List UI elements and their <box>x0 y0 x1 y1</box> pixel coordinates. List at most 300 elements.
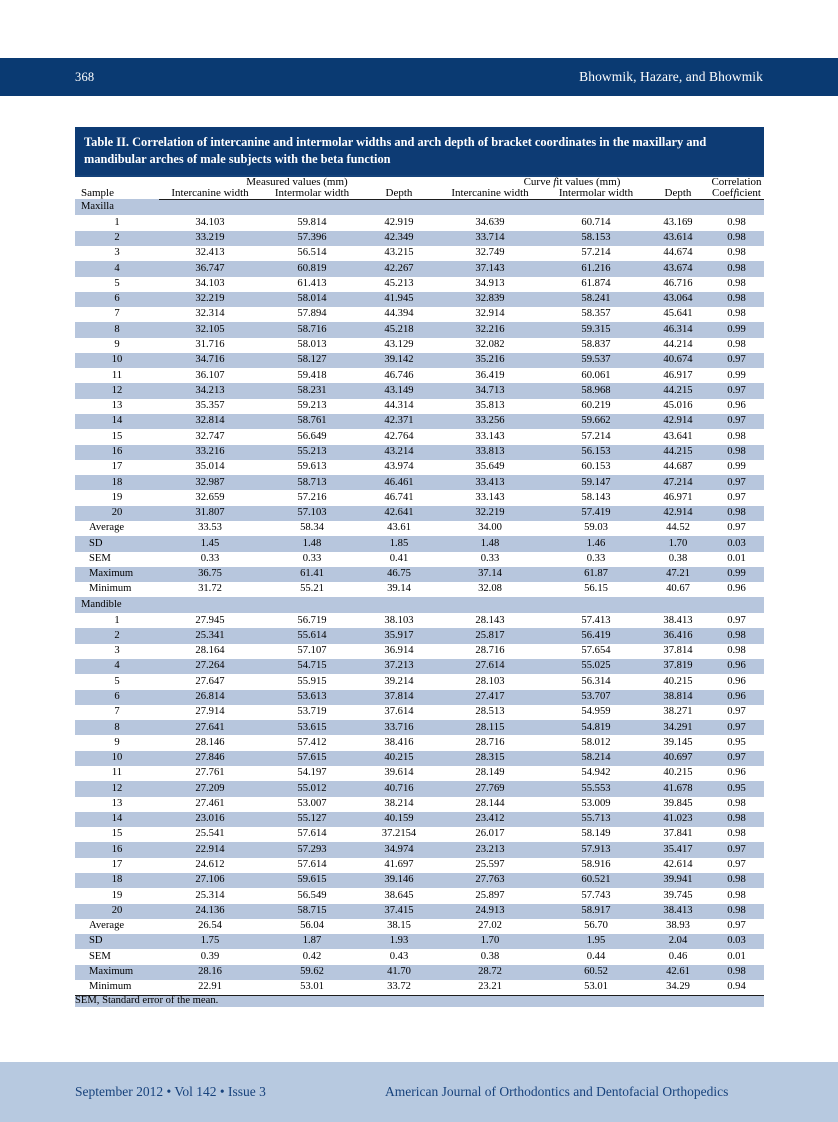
cell-measured-depth: 46.741 <box>384 491 414 503</box>
cell-correlation-coefficient: 0.95 <box>709 781 764 796</box>
cell-fit-intermolar: 56.70 <box>584 920 608 932</box>
cell-measured-depth: 42.641 <box>363 506 435 521</box>
cell-fit-intercanine: 32.08 <box>478 583 502 595</box>
cell-fit-intermolar: 56.419 <box>545 628 647 643</box>
cell-fit-intermolar: 60.521 <box>545 873 647 888</box>
table-row <box>75 383 764 398</box>
cell-measured-intermolar: 55.213 <box>261 445 363 460</box>
cell-stat-label: Average <box>89 920 125 932</box>
cell-measured-intercanine: 1.75 <box>159 934 261 949</box>
cell-measured-intermolar: 57.894 <box>297 308 327 320</box>
cell-measured-intercanine: 32.314 <box>195 308 225 320</box>
cell-fit-intermolar: 58.214 <box>545 751 647 766</box>
cell-correlation-coefficient: 0.98 <box>709 873 764 888</box>
table-row <box>75 674 764 689</box>
table-row-summary <box>75 567 764 582</box>
cell-fit-depth: 0.38 <box>668 552 688 564</box>
cell-correlation-coefficient: 0.98 <box>727 889 746 901</box>
cell-fit-depth: 40.215 <box>663 767 693 779</box>
table-row <box>75 858 764 873</box>
column-header-fit-intercanine: Intercanine width <box>435 188 545 200</box>
page-footer <box>0 1062 838 1122</box>
cell-fit-depth: 44.215 <box>647 383 709 398</box>
cell-fit-intermolar: 59.537 <box>545 353 647 368</box>
cell-correlation-coefficient: 0.01 <box>727 950 746 962</box>
cell-fit-depth: 44.215 <box>647 445 709 460</box>
cell-fit-intermolar: 59.03 <box>584 522 608 534</box>
cell-sample: 4 <box>75 261 159 276</box>
cell-correlation-coefficient: 0.98 <box>709 904 764 919</box>
cell-fit-intercanine: 28.72 <box>435 965 545 980</box>
cell-fit-intermolar: 55.713 <box>545 812 647 827</box>
cell-fit-intermolar: 55.025 <box>545 659 647 674</box>
group-header-measured: Measured values (mm) <box>246 175 348 188</box>
cell-fit-intercanine: 28.716 <box>475 645 505 657</box>
cell-fit-intercanine: 28.513 <box>475 706 505 718</box>
cell-correlation-coefficient: 0.96 <box>709 659 764 674</box>
cell-fit-depth: 40.697 <box>647 751 709 766</box>
cell-fit-intercanine: 1.70 <box>435 934 545 949</box>
cell-fit-depth: 44.674 <box>663 247 693 259</box>
cell-fit-intermolar: 61.874 <box>581 277 611 289</box>
cell-fit-intercanine: 33.143 <box>475 491 505 503</box>
cell-correlation-coefficient: 0.95 <box>727 736 746 748</box>
cell-fit-intercanine: 25.817 <box>435 628 545 643</box>
table-row-summary <box>75 552 764 567</box>
cell-fit-intermolar: 61.87 <box>545 567 647 582</box>
cell-fit-depth: 44.687 <box>663 461 693 473</box>
cell-measured-depth: 37.415 <box>363 904 435 919</box>
cell-measured-intercanine: 34.213 <box>159 383 261 398</box>
section-header-label: Mandible <box>75 597 764 613</box>
table-row <box>75 215 764 230</box>
table-block <box>75 127 764 1007</box>
cell-sample: 16 <box>75 445 159 460</box>
cell-sample: 15 <box>111 828 123 840</box>
cell-stat-label: Minimum <box>89 583 132 595</box>
table-row <box>75 460 764 475</box>
cell-fit-intermolar: 58.241 <box>545 292 647 307</box>
section-header-label: Maxilla <box>75 199 764 215</box>
cell-measured-intermolar: 55.614 <box>261 628 363 643</box>
cell-measured-intercanine: 35.357 <box>195 400 225 412</box>
cell-measured-depth: 39.146 <box>363 873 435 888</box>
cell-fit-depth: 38.814 <box>647 690 709 705</box>
cell-correlation-coefficient: 0.98 <box>727 277 746 289</box>
cell-measured-depth: 43.214 <box>363 445 435 460</box>
cell-fit-intercanine: 33.413 <box>435 475 545 490</box>
cell-fit-depth: 45.641 <box>663 308 693 320</box>
cell-measured-intercanine: 34.103 <box>195 277 225 289</box>
table-row <box>75 445 764 460</box>
cell-measured-depth: 38.103 <box>384 614 414 626</box>
cell-measured-intermolar: 58.34 <box>300 522 324 534</box>
column-header-measured-depth: Depth <box>363 188 435 200</box>
cell-correlation-coefficient: 0.98 <box>727 308 746 320</box>
cell-correlation-coefficient: 0.98 <box>709 812 764 827</box>
cell-correlation-coefficient: 0.96 <box>727 675 746 687</box>
cell-fit-depth: 37.841 <box>663 828 693 840</box>
cell-measured-intermolar: 58.014 <box>261 292 363 307</box>
cell-fit-intermolar: 56.314 <box>581 675 611 687</box>
cell-sample: 18 <box>75 475 159 490</box>
cell-measured-intercanine: 32.105 <box>159 322 261 337</box>
cell-fit-depth: 47.21 <box>647 567 709 582</box>
cell-correlation-coefficient: 0.97 <box>727 522 746 534</box>
cell-measured-intercanine: 28.16 <box>159 965 261 980</box>
cell-measured-intercanine: 27.106 <box>159 873 261 888</box>
cell-sample: 12 <box>75 383 159 398</box>
table-row <box>75 690 764 705</box>
table-row <box>75 766 764 781</box>
cell-fit-intercanine: 28.103 <box>475 675 505 687</box>
cell-fit-intermolar: 53.707 <box>545 690 647 705</box>
cell-fit-intermolar: 0.44 <box>586 950 606 962</box>
cell-fit-intercanine: 34.713 <box>435 383 545 398</box>
section-header-mandible <box>75 597 764 613</box>
cell-correlation-coefficient: 0.98 <box>709 506 764 521</box>
cell-measured-depth: 42.267 <box>363 261 435 276</box>
cell-measured-depth: 37.2154 <box>381 828 417 840</box>
cell-measured-intercanine: 32.814 <box>159 414 261 429</box>
cell-measured-intermolar: 57.216 <box>297 491 327 503</box>
cell-measured-intercanine: 32.413 <box>195 247 225 259</box>
cell-fit-intercanine: 37.143 <box>435 261 545 276</box>
table-row <box>75 399 764 414</box>
cell-measured-depth: 45.213 <box>384 277 414 289</box>
cell-measured-intercanine: 27.461 <box>195 797 225 809</box>
cell-measured-depth: 40.716 <box>363 781 435 796</box>
cell-sample: 9 <box>114 338 120 350</box>
cell-measured-intercanine: 27.264 <box>159 659 261 674</box>
cell-measured-depth: 43.129 <box>384 338 414 350</box>
cell-correlation-coefficient: 0.94 <box>727 981 746 993</box>
cell-fit-depth: 43.169 <box>663 216 693 228</box>
column-header-fit-intermolar: Intermolar width <box>545 188 647 200</box>
cell-measured-intermolar: 57.107 <box>297 645 327 657</box>
cell-measured-intercanine: 22.91 <box>198 981 222 993</box>
table-footnote-row <box>75 996 764 1007</box>
cell-correlation-coefficient: 0.97 <box>727 859 746 871</box>
cell-measured-intercanine: 27.761 <box>195 767 225 779</box>
cell-fit-depth: 43.614 <box>647 231 709 246</box>
cell-fit-intercanine: 33.143 <box>475 430 505 442</box>
cell-sample: 9 <box>114 736 120 748</box>
cell-measured-intercanine: 32.219 <box>159 292 261 307</box>
cell-measured-depth: 39.14 <box>387 583 411 595</box>
cell-correlation-coefficient: 0.96 <box>727 767 746 779</box>
table-row <box>75 720 764 735</box>
footer-journal-name: American Journal of Orthodontics and Dentofacial Orthopedics <box>385 1084 729 1099</box>
cell-fit-intermolar: 58.012 <box>581 736 611 748</box>
cell-fit-intercanine: 28.144 <box>475 797 505 809</box>
cell-fit-intermolar: 60.52 <box>545 965 647 980</box>
table-row-summary <box>75 965 764 980</box>
cell-sample: 3 <box>114 645 120 657</box>
page-running-head <box>0 58 838 96</box>
cell-fit-depth: 40.215 <box>663 675 693 687</box>
cell-measured-intercanine: 23.016 <box>159 812 261 827</box>
cell-correlation-coefficient: 0.96 <box>727 400 746 412</box>
cell-measured-intermolar: 53.007 <box>297 797 327 809</box>
cell-fit-depth: 38.271 <box>663 706 693 718</box>
cell-measured-intermolar: 55.127 <box>261 812 363 827</box>
cell-measured-intercanine: 22.914 <box>159 842 261 857</box>
cell-fit-intercanine: 27.763 <box>435 873 545 888</box>
cell-stat-label: SD <box>75 536 159 551</box>
cell-measured-depth: 1.93 <box>363 934 435 949</box>
cell-sample: 1 <box>114 216 120 228</box>
cell-fit-depth: 34.291 <box>647 720 709 735</box>
cell-sample: 15 <box>111 430 123 442</box>
cell-fit-intercanine: 28.315 <box>435 751 545 766</box>
table-row <box>75 292 764 307</box>
cell-fit-intermolar: 54.819 <box>545 720 647 735</box>
cell-sample: 17 <box>111 461 123 473</box>
cell-fit-depth: 42.614 <box>663 859 693 871</box>
cell-measured-intercanine: 36.75 <box>159 567 261 582</box>
cell-correlation-coefficient: 0.03 <box>709 536 764 551</box>
cell-correlation-coefficient: 0.99 <box>709 567 764 582</box>
cell-measured-intercanine: 33.219 <box>159 231 261 246</box>
table-row <box>75 659 764 674</box>
table-row <box>75 475 764 490</box>
cell-measured-intercanine: 32.659 <box>195 491 225 503</box>
cell-fit-intermolar: 57.214 <box>581 247 611 259</box>
cell-fit-intermolar: 59.147 <box>545 475 647 490</box>
cell-sample: 11 <box>111 369 123 381</box>
cell-measured-intercanine: 25.341 <box>159 628 261 643</box>
table-row-summary <box>75 980 764 996</box>
page-number: 368 <box>75 69 95 84</box>
cell-fit-intermolar: 53.01 <box>584 981 608 993</box>
cell-measured-intermolar: 58.716 <box>261 322 363 337</box>
cell-correlation-coefficient: 0.96 <box>727 583 746 595</box>
cell-fit-intercanine: 32.914 <box>475 308 505 320</box>
cell-measured-depth: 37.814 <box>363 690 435 705</box>
table-row <box>75 414 764 429</box>
cell-measured-intercanine: 28.164 <box>195 645 225 657</box>
cell-measured-depth: 42.919 <box>384 216 414 228</box>
cell-fit-intercanine: 32.082 <box>475 338 505 350</box>
cell-correlation-coefficient: 0.97 <box>709 353 764 368</box>
cell-fit-depth: 41.023 <box>647 812 709 827</box>
cell-fit-intermolar: 58.149 <box>581 828 611 840</box>
cell-stat-label: Minimum <box>89 981 132 993</box>
cell-measured-intermolar: 59.615 <box>261 873 363 888</box>
cell-correlation-coefficient: 0.97 <box>727 614 746 626</box>
cell-measured-intermolar: 53.01 <box>300 981 324 993</box>
cell-fit-depth: 46.971 <box>663 491 693 503</box>
cell-fit-intercanine: 23.21 <box>478 981 502 993</box>
cell-measured-depth: 43.974 <box>384 461 414 473</box>
cell-fit-depth: 2.04 <box>647 934 709 949</box>
table-row <box>75 261 764 276</box>
cell-fit-intermolar: 57.654 <box>581 645 611 657</box>
cell-fit-depth: 34.29 <box>666 981 690 993</box>
cell-fit-depth: 46.917 <box>663 369 693 381</box>
cell-measured-depth: 0.41 <box>389 552 409 564</box>
cell-fit-intermolar: 57.419 <box>545 506 647 521</box>
cell-fit-intercanine: 28.149 <box>475 767 505 779</box>
cell-measured-intercanine: 31.807 <box>159 506 261 521</box>
cell-measured-intermolar: 59.613 <box>297 461 327 473</box>
cell-fit-intercanine: 28.115 <box>435 720 545 735</box>
cell-fit-depth: 43.674 <box>647 261 709 276</box>
section-header-maxilla <box>75 199 764 215</box>
cell-measured-intercanine: 31.72 <box>198 583 222 595</box>
cell-fit-intermolar: 1.46 <box>545 536 647 551</box>
cell-fit-intercanine: 27.417 <box>435 690 545 705</box>
cell-measured-depth: 33.716 <box>363 720 435 735</box>
table-row-summary <box>75 536 764 551</box>
cell-stat-label: SEM <box>89 950 111 962</box>
cell-measured-intercanine: 25.541 <box>195 828 225 840</box>
cell-correlation-coefficient: 0.03 <box>709 934 764 949</box>
cell-fit-depth: 39.845 <box>663 797 693 809</box>
cell-fit-intermolar: 58.916 <box>581 859 611 871</box>
cell-fit-intermolar: 56.15 <box>584 583 608 595</box>
cell-measured-intercanine: 33.53 <box>198 522 222 534</box>
cell-measured-intercanine: 32.747 <box>195 430 225 442</box>
cell-measured-intercanine: 27.647 <box>195 675 225 687</box>
cell-measured-depth: 41.70 <box>363 965 435 980</box>
cell-measured-depth: 42.349 <box>363 231 435 246</box>
cell-correlation-coefficient: 0.98 <box>709 445 764 460</box>
cell-measured-depth: 45.218 <box>363 322 435 337</box>
table-row <box>75 231 764 246</box>
cell-fit-depth: 47.214 <box>647 475 709 490</box>
table-row <box>75 842 764 857</box>
cell-fit-depth: 39.941 <box>647 873 709 888</box>
cell-correlation-coefficient: 0.97 <box>709 475 764 490</box>
cell-measured-depth: 40.159 <box>363 812 435 827</box>
cell-measured-intermolar: 54.715 <box>261 659 363 674</box>
cell-measured-intermolar: 58.127 <box>261 353 363 368</box>
cell-measured-intercanine: 28.146 <box>195 736 225 748</box>
table-caption <box>75 127 764 175</box>
cell-sample: 5 <box>114 675 120 687</box>
cell-sample: 10 <box>75 751 159 766</box>
table-row <box>75 613 764 628</box>
cell-measured-intercanine: 26.814 <box>159 690 261 705</box>
cell-fit-intercanine: 0.33 <box>480 552 500 564</box>
cell-sample: 6 <box>75 690 159 705</box>
cell-fit-depth: 46.314 <box>647 322 709 337</box>
cell-measured-intermolar: 58.013 <box>297 338 327 350</box>
cell-measured-intermolar: 53.719 <box>297 706 327 718</box>
table-row-summary <box>75 919 764 934</box>
cell-fit-intercanine: 25.897 <box>475 889 505 901</box>
cell-measured-intermolar: 59.213 <box>297 400 327 412</box>
table-row <box>75 506 764 521</box>
cell-fit-depth: 37.819 <box>647 659 709 674</box>
cell-fit-intermolar: 54.959 <box>581 706 611 718</box>
cell-correlation-coefficient: 0.01 <box>727 552 746 564</box>
cell-measured-intermolar: 54.197 <box>297 767 327 779</box>
cell-measured-intermolar: 61.41 <box>261 567 363 582</box>
cell-fit-intermolar: 57.743 <box>581 889 611 901</box>
table-row <box>75 904 764 919</box>
cell-fit-intercanine: 26.017 <box>475 828 505 840</box>
cell-fit-intercanine: 27.769 <box>435 781 545 796</box>
cell-measured-depth: 44.394 <box>384 308 414 320</box>
cell-measured-depth: 42.371 <box>363 414 435 429</box>
cell-correlation-coefficient: 0.98 <box>727 338 746 350</box>
cell-fit-intermolar: 60.219 <box>581 400 611 412</box>
cell-measured-intercanine: 31.716 <box>195 338 225 350</box>
cell-correlation-coefficient: 0.98 <box>727 247 746 259</box>
cell-correlation-coefficient: 0.98 <box>709 261 764 276</box>
cell-sample: 16 <box>75 842 159 857</box>
group-header-correlation: Correlation <box>711 175 762 188</box>
table-row <box>75 873 764 888</box>
cell-correlation-coefficient: 0.99 <box>727 369 746 381</box>
cell-sample: 7 <box>114 706 120 718</box>
cell-fit-intercanine: 34.639 <box>475 216 505 228</box>
cell-measured-depth: 43.61 <box>387 522 411 534</box>
cell-fit-depth: 40.674 <box>647 353 709 368</box>
cell-measured-intermolar: 56.649 <box>297 430 327 442</box>
cell-fit-intermolar: 60.153 <box>581 461 611 473</box>
cell-measured-intermolar: 57.293 <box>261 842 363 857</box>
cell-correlation-coefficient: 0.97 <box>727 706 746 718</box>
cell-sample: 4 <box>75 659 159 674</box>
column-header-coefficient: Coefficient <box>709 188 764 200</box>
cell-correlation-coefficient: 0.96 <box>709 690 764 705</box>
cell-sample: 7 <box>114 308 120 320</box>
table-row <box>75 322 764 337</box>
cell-fit-depth: 44.52 <box>666 522 690 534</box>
cell-measured-depth: 38.645 <box>384 889 414 901</box>
cell-measured-intercanine: 27.641 <box>159 720 261 735</box>
table-row <box>75 429 764 444</box>
cell-fit-depth: 39.145 <box>663 736 693 748</box>
table-row <box>75 751 764 766</box>
cell-measured-intermolar: 57.614 <box>297 859 327 871</box>
table-row <box>75 888 764 903</box>
cell-measured-intermolar: 57.615 <box>261 751 363 766</box>
column-header-row <box>75 188 764 200</box>
group-header-row <box>75 177 764 188</box>
cell-measured-intermolar: 57.103 <box>261 506 363 521</box>
cell-measured-intercanine: 25.314 <box>195 889 225 901</box>
cell-fit-intercanine: 27.614 <box>435 659 545 674</box>
group-header-curve-fit: Curve fit values (mm) <box>523 175 621 188</box>
cell-measured-intermolar: 59.814 <box>297 216 327 228</box>
cell-measured-depth: 39.142 <box>363 353 435 368</box>
table-row <box>75 353 764 368</box>
cell-fit-intercanine: 35.216 <box>435 353 545 368</box>
cell-sample: 11 <box>111 767 123 779</box>
cell-measured-depth: 37.614 <box>384 706 414 718</box>
table-row <box>75 797 764 812</box>
cell-measured-intermolar: 56.04 <box>300 920 324 932</box>
cell-measured-intermolar: 53.615 <box>261 720 363 735</box>
cell-fit-intercanine: 28.143 <box>475 614 505 626</box>
cell-measured-intercanine: 27.914 <box>195 706 225 718</box>
cell-measured-depth: 37.213 <box>363 659 435 674</box>
table-row <box>75 490 764 505</box>
cell-measured-depth: 39.214 <box>384 675 414 687</box>
cell-measured-intercanine: 33.216 <box>159 445 261 460</box>
cell-measured-intercanine: 27.209 <box>159 781 261 796</box>
cell-correlation-coefficient: 0.98 <box>709 292 764 307</box>
cell-measured-intermolar: 58.761 <box>261 414 363 429</box>
cell-correlation-coefficient: 0.97 <box>709 414 764 429</box>
cell-fit-depth: 39.745 <box>663 889 693 901</box>
cell-fit-depth: 42.61 <box>647 965 709 980</box>
